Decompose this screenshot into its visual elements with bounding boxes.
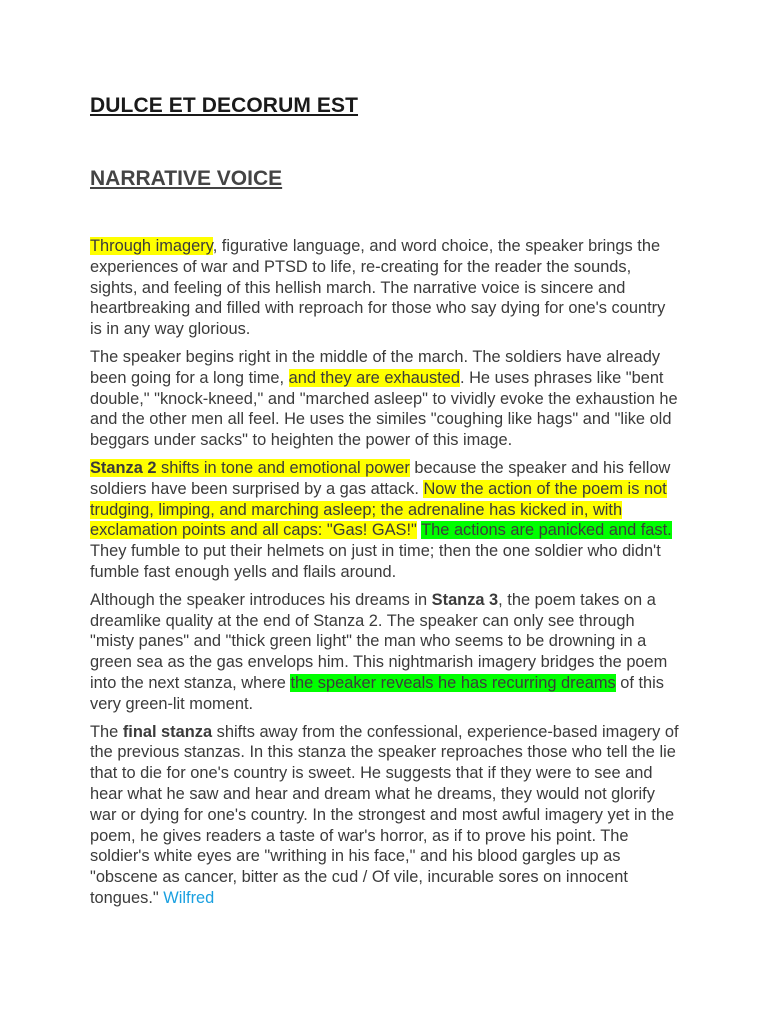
- text-segment: The speaker begins right in the middle of the march. The soldiers have already been going for a long time,: [90, 347, 661, 387]
- document-title: DULCE ET DECORUM EST: [90, 94, 359, 117]
- highlight-green: the speaker reveals he has recurring dreams: [290, 673, 616, 692]
- document-content: [90, 94, 680, 916]
- text-segment: shifts away from the confessional, experience-based imagery of the previous stanzas. In this stanza the speaker reproaches those who tell the lie that to die for one's country is sweet. He suggests that if they were to see and hear what he saw and hear and dream what he dreams, they would not glorify war or dying for one's country. In the strongest and most awful imagery yet in the poem, he gives readers a taste of war's horror, as if to prove his point. The soldier's white eyes are "writhing in his face," and his blood gargles up as "obscene as cancer, bitter as the cud / Of vile, incurable sores on innocent tongues.": [90, 722, 679, 907]
- highlight-yellow: Stanza 2: [90, 458, 157, 477]
- highlight-yellow: and they are exhausted: [288, 368, 460, 387]
- paragraph: [90, 722, 680, 909]
- highlight-yellow: Through imagery: [90, 237, 213, 255]
- text-segment: . He uses phrases like "bent double," "knock-kneed," and "marched asleep" to vividly evoke the exhaustion he and the other men all feel. He uses the similes "coughing like hags" and "like old beggars under sacks" to heighten the power of this image.: [90, 368, 678, 450]
- paragraph: [90, 347, 680, 451]
- text-segment: They fumble to put their helmets on just in time; then the one soldier who didn't fumble fast enough yells and flails around.: [90, 542, 661, 581]
- highlight-green: The actions are panicked and fast.: [421, 521, 672, 540]
- section-heading: NARRATIVE VOICE: [90, 167, 283, 190]
- paragraph: [90, 458, 680, 583]
- text-segment: of this very green-lit moment.: [90, 673, 664, 713]
- highlight-yellow: shifts in tone and emotional power: [156, 458, 410, 477]
- text-segment: , figurative language, and word choice, the speaker brings the experiences of war and PTSD to life, re-creating for the reader the sounds, sights, and feeling of this hellish march. The narrative voice is sincere and heartbreaking and filled with reproach for those who say dying for one's country is in any way glorious.: [90, 237, 666, 339]
- paragraph: [90, 236, 680, 340]
- text-segment: because the speaker and his fellow soldiers have been surprised by a gas attack.: [90, 458, 671, 498]
- text-segment: Although the speaker introduces his dreams in: [90, 590, 432, 609]
- paragraph: [90, 590, 680, 715]
- body-text: [90, 236, 680, 909]
- text-segment: The: [90, 722, 123, 741]
- text-segment: final stanza: [122, 722, 213, 741]
- text-segment: , the poem takes on a dreamlike quality at the end of Stanza 2. The speaker can only see through "misty panes" and "thick green light" the man who seems to be drowning in a green sea as the gas envelops him. This nightmarish imagery bridges the poem into the next stanza, where: [90, 590, 668, 692]
- text-segment: Stanza 3: [431, 590, 499, 609]
- author-link[interactable]: Wilfred: [163, 888, 215, 907]
- highlight-yellow: Now the action of the poem is not trudging, limping, and marching asleep; the adrenaline has kicked in, with exclamation points and all caps: "Gas! GAS!": [90, 479, 667, 540]
